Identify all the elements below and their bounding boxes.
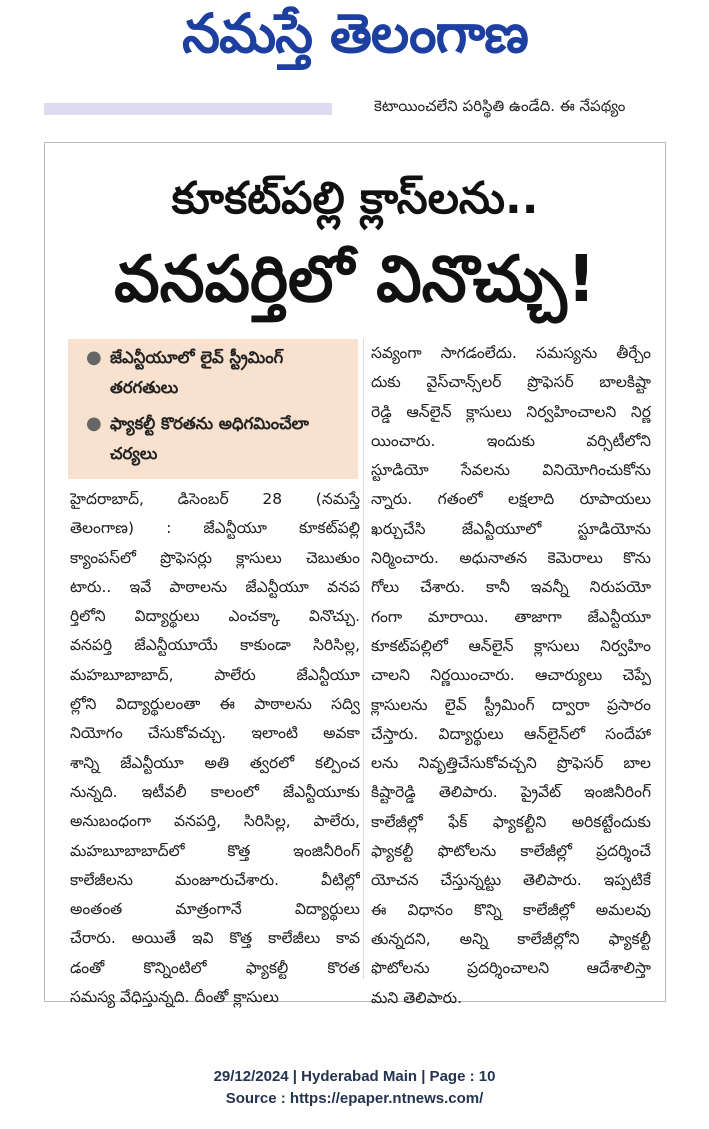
article-text-line: వనపర్తి జేఎన్టీయూయే కాకుండా సిరిసిల్ల, [70, 636, 360, 655]
article-text-line: గోలు చేశారు. కానీ ఇవన్నీ నిరుపయో [371, 578, 651, 597]
column-divider [363, 339, 364, 979]
article-text-line: చాలని నిర్ణయించారు. ఆచార్యులు చెప్పే [371, 666, 651, 685]
article-text-line: కిష్టారెడ్డి తెలిపారు. ప్రైవేట్ ఇంజినీరింగ్ [371, 783, 651, 802]
article-text-line: టారు.. ఇవే పాఠాలను జేఎన్టీయూ వనప [70, 577, 360, 596]
article-text-line: మని తెలిపారు. [371, 988, 463, 1007]
article-text-line: అంతంత మాత్రంగానే విద్యార్థులు [70, 900, 360, 919]
footer-date-edition: 29/12/2024 | Hyderabad Main | Page : 10 [213, 1068, 496, 1085]
article-text-line: నిర్మించారు. అధునాతన కెమెరాలు కొను [371, 549, 651, 568]
article-text-line: ఫొటోలను ప్రదర్శించాలని ఆదేశాలిస్తా [371, 959, 651, 978]
article-text-line: దుకు వైస్‌చాన్స్‌లర్ ప్రొఫెసర్ బాలకిష్టా [371, 373, 651, 392]
bullet-icon: ● [86, 347, 102, 368]
highlight-item: ● జేఎన్టీయూలో లైవ్ స్ట్రీమింగ్ తరగతులు [88, 343, 348, 403]
article-text-line: న్నారు. గతంలో లక్షలాది రూపాయలు [371, 490, 651, 509]
headline-line-2: వనపర్తిలో వినొచ్చు! [114, 243, 596, 317]
article-text-line: నున్నది. ఇటీవలీ కాలంలో జేఎన్టీయూకు [70, 782, 360, 801]
article-clipping [44, 142, 666, 1007]
article-text-line: హైదరాబాద్, డిసెంబర్ 28 (నమస్తే [70, 490, 360, 508]
article-text-line: డంతో కొన్నింటిలో ఫ్యాకల్టీ కొరత [70, 958, 360, 977]
article-text-line: స్టూడియో సేవలను వినియోగించుకోను [371, 461, 651, 480]
article-text-line: చేస్తారు. విద్యార్థులు ఆన్‌లైన్‌లో సందేహా [371, 724, 651, 743]
article-text-line: రెడ్డి ఆన్‌లైన్ క్లాసులు నిర్వహించాలని నిర్ణ [371, 402, 651, 421]
highlights-box [68, 339, 358, 479]
article-text-line: తున్నదని, అన్ని కాలేజీల్లోని ఫ్యాకల్టీ [371, 929, 651, 948]
article-text-line: ల్లోని విద్యార్థులంతా ఈ పాఠాలను సద్వి [70, 695, 360, 714]
article-text-line: కూకట్‌పల్లిలో ఆన్‌లైన్ క్లాసులు నిర్వహిం [371, 636, 651, 655]
article-text-line: క్లాసులను లైవ్ స్ట్రీమింగ్ ద్వారా ప్రసారం [371, 695, 651, 714]
header-divider-bar [44, 103, 332, 115]
article-text-line: క్యాంపస్‌లో ప్రొఫెసర్లు క్లాసులు చెబుతుం [70, 548, 360, 567]
article-text-line: ర్తిలోని విద్యార్థులు ఎంచక్కా వినొచ్చు. [70, 607, 360, 626]
masthead-logo: నమస్తే తెలంగాణ [182, 1, 528, 65]
article-text-line: సమస్య వేధిస్తున్నది. దీంతో క్లాసులు [70, 988, 279, 1007]
article-text-line: నియోగం చేసుకోవచ్చు. ఇలాంటి అవకా [70, 724, 360, 743]
article-text-line: కాలేజీల్లో ఫేక్ ఫ్యాకల్టీని అరికట్టేందుకు [371, 812, 651, 831]
article-text-line: యించారు. ఇందుకు వర్సిటీలోని [371, 431, 651, 450]
highlight-item: ● ఫ్యాకల్టీ కొరతను అధిగమించేలా చర్యలు [88, 409, 348, 469]
article-text-line: మహబూబాబాద్‌లో కొత్త ఇంజినీరింగ్ [70, 841, 360, 860]
article-text-line: సవ్యంగా సాగడంలేదు. సమస్యను తీర్చేం [371, 344, 651, 362]
headline-line-1: కూకట్‌పల్లి క్లాస్‌లను.. [171, 173, 539, 224]
article-text-line: గంగా మారాయి. తాజాగా జేఎన్టీయూ [371, 607, 651, 626]
article-column-left [70, 485, 360, 1012]
article-text-line: ఫ్యాకల్టీ ఫొటోలను కాలేజీల్లో ప్రదర్శించే [371, 842, 651, 861]
article-text-line: శాన్ని జేఎన్టీయూ అతి త్వరలో కల్పించ [70, 753, 360, 772]
article-text-line: ఈ విధానం కొన్ని కాలేజీల్లో అమలవు [371, 900, 651, 919]
footer-source-link[interactable]: Source : https://epaper.ntnews.com/ [225, 1090, 484, 1107]
article-column-right [371, 339, 651, 1013]
article-text-line: చేరారు. అయితే ఇవి కొత్త కాలేజీలు కావ [70, 929, 360, 948]
article-text-line: ఖర్చుచేసి జేఎన్టీయూలో స్టూడియోను [371, 519, 651, 538]
article-text-line: అనుబంధంగా వనపర్తి, సిరిసిల్ల, పాలేరు, [70, 812, 360, 831]
article-text-line: లను నివృత్తిచేసుకోవచ్చని ప్రొఫెసర్ బాల [371, 754, 651, 773]
article-text-line: మహబూబాబాద్, పాలేరు జేఎన్టీయూ [70, 665, 360, 684]
previous-article-snippet: కెటాయించలేని పరిస్థితి ఉండేది. ఈ నేపథ్యం [374, 97, 626, 115]
article-text-line: కాలేజీలను మంజూరుచేశారు. వీటిల్లో [70, 870, 360, 889]
article-text-line: యోచన చేస్తున్నట్టు తెలిపారు. ఇప్పటికే [371, 871, 651, 890]
article-text-line: తెలంగాణ) : జేఎన్టీయూ కూకట్‌పల్లి [70, 519, 360, 538]
bullet-icon: ● [86, 413, 102, 434]
